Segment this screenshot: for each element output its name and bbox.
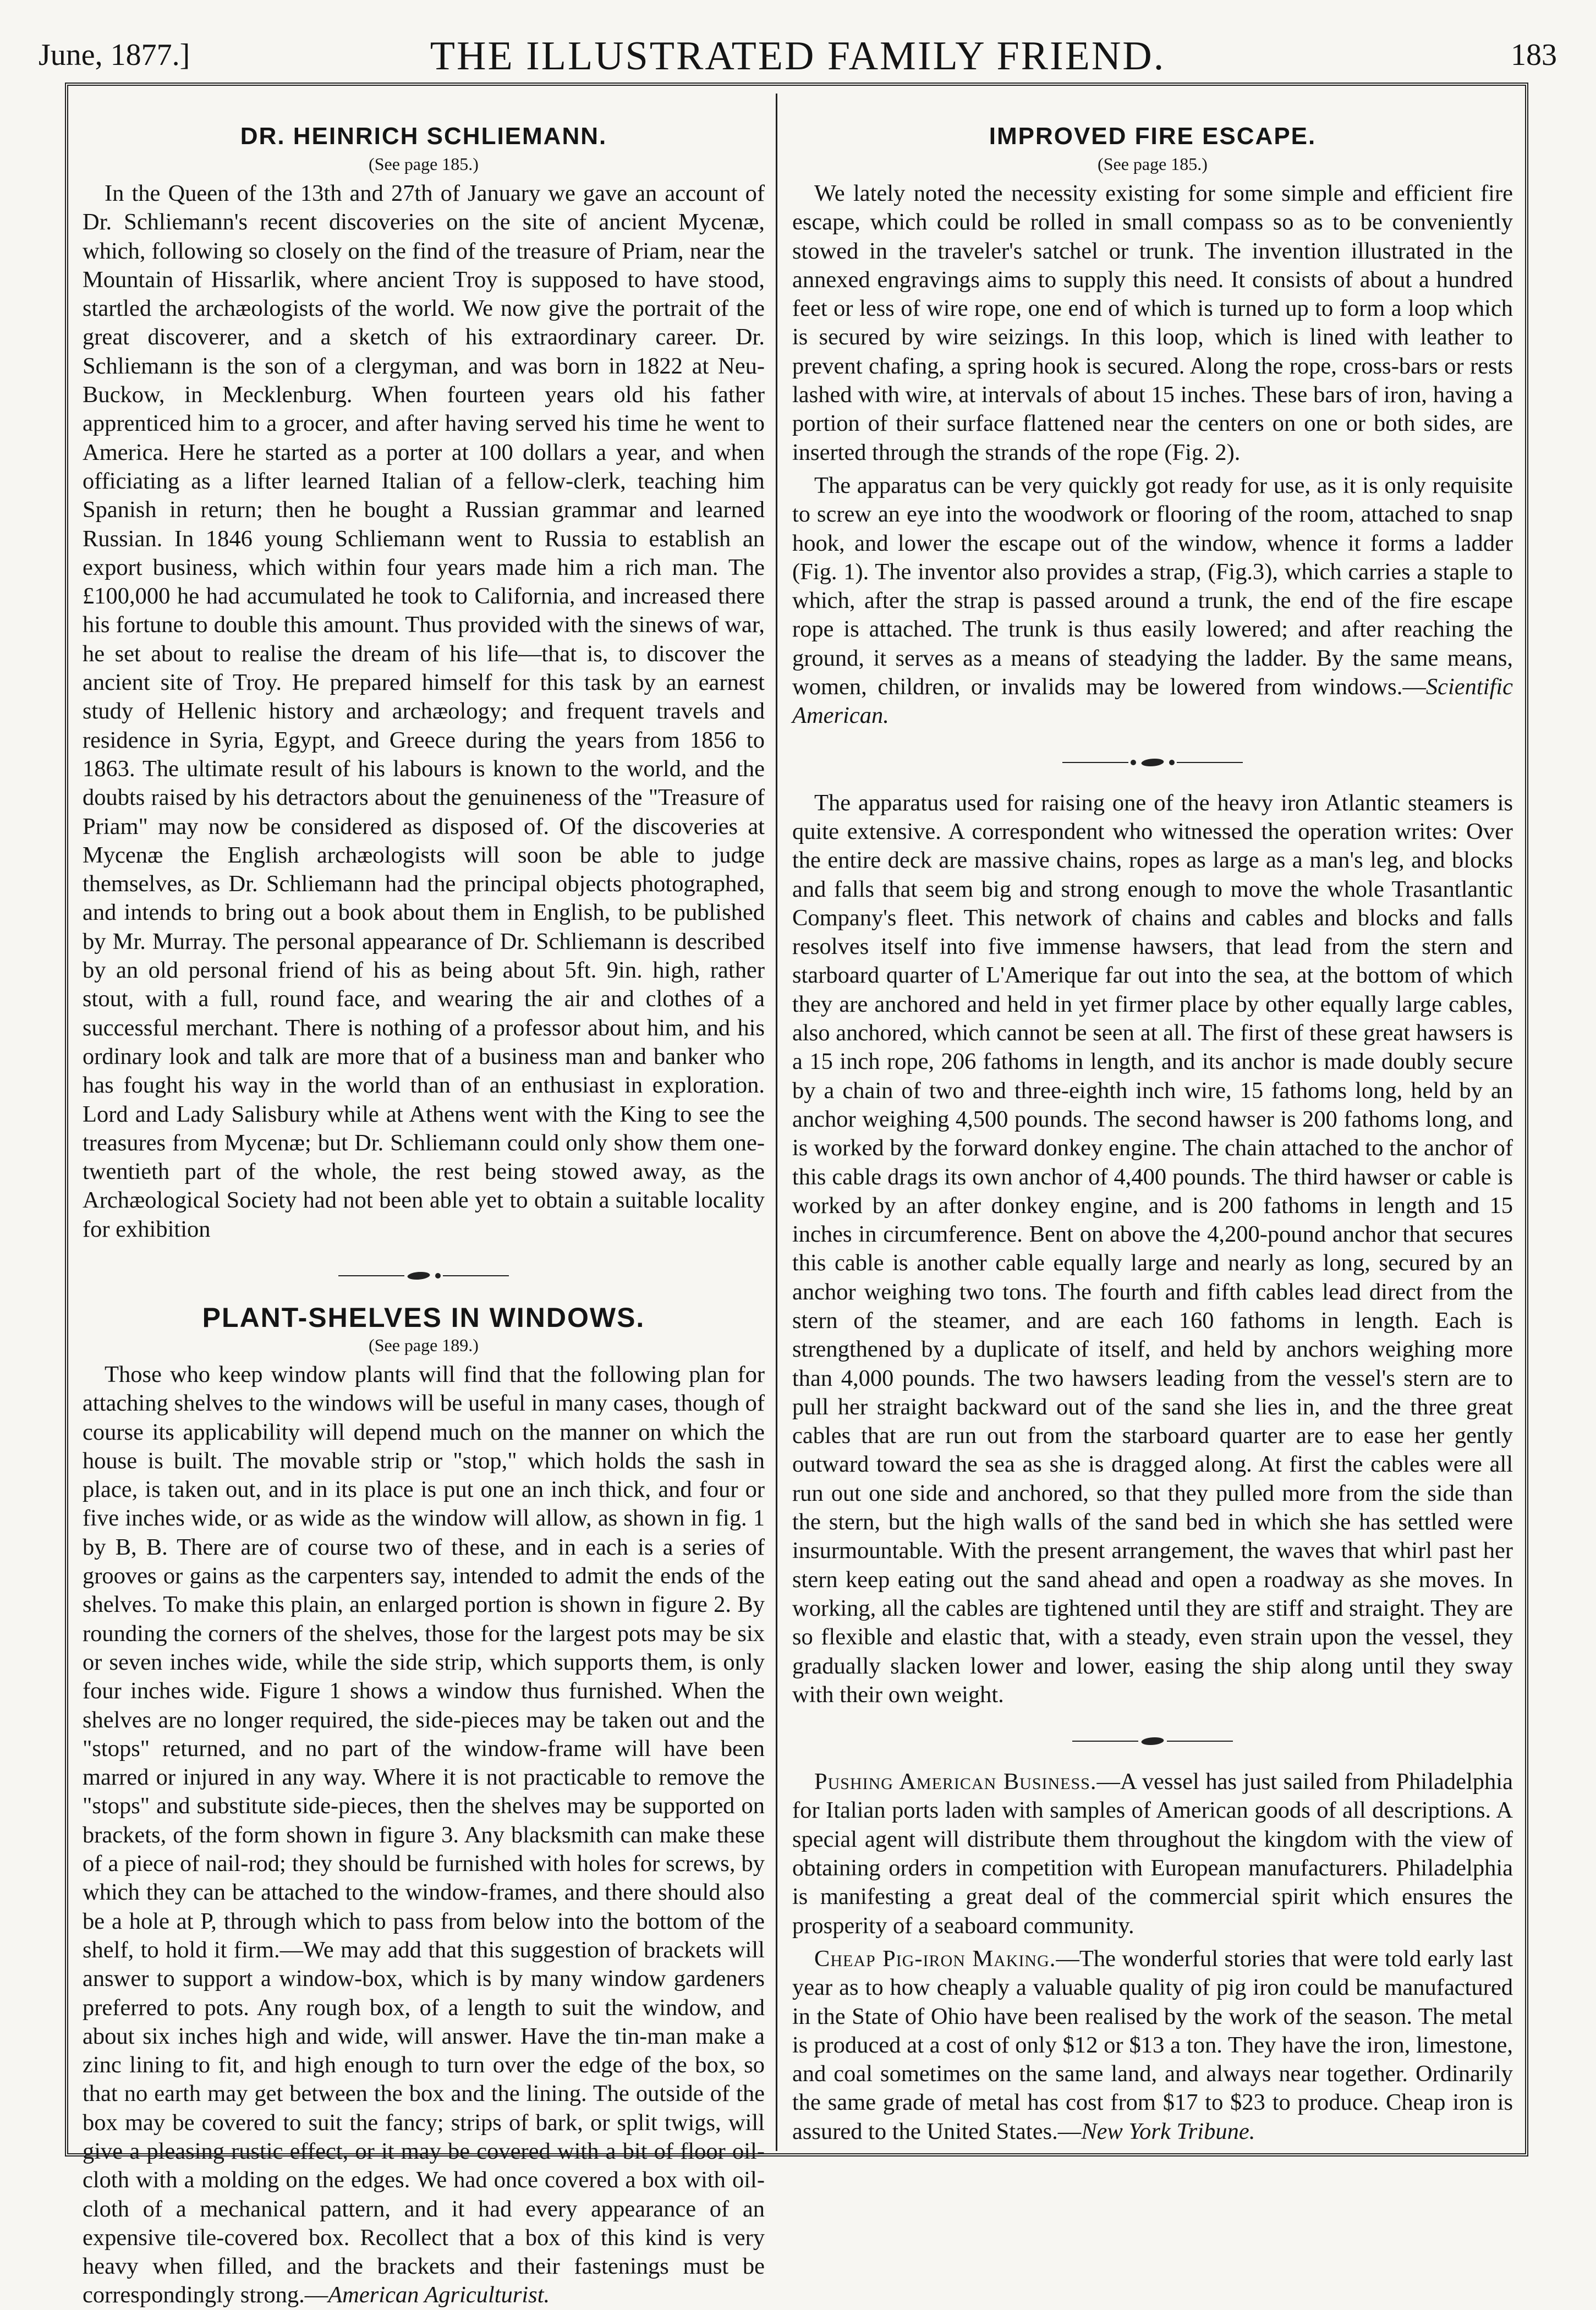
publication-title: THE ILLUSTRATED FAMILY FRIEND. xyxy=(430,34,1166,79)
paragraph-lead: Cheap Pig-iron Making. xyxy=(814,1945,1056,1972)
see-page-note: (See page 185.) xyxy=(369,154,479,174)
see-page-note: (See page 185.) xyxy=(1098,154,1208,174)
right-column xyxy=(792,121,1513,2146)
page-number: 183 xyxy=(1511,38,1557,72)
article-body-fire-escape-2: The apparatus can be very quickly got ready for use, as it is only requisite to screw an eye into the woodwork or flooring of the room, attached to snap hook, and lower the escape out of the window, whence it forms a ladder (Fig. 1). The inventor also provides a strap, (Fig.3), which carries a staple to which, after the strap is passed around a trunk, the end of the fire escape rope is attached. The trunk is thus easily lowered; and after reaching the ground, it serves as a means of steadying the ladder. By the same means, women, children, or invalids may be lowered from windows.—Scientific American. xyxy=(792,472,1513,729)
see-page-note: (See page 189.) xyxy=(369,1335,479,1355)
article-title-schliemann: DR. HEINRICH SCHLIEMANN. xyxy=(240,123,607,150)
article-body-plant-shelves: Those who keep window plants will find that the following plan for attaching shelves to the windows will be useful in many cases, though of course its applicability will depend much on the manner on which the house is built. The movable strip or "stop," which holds the sash in place, is taken out, and in its place is put one an inch thick, and four or five inches wide, or as wide as the window will allow, as shown in fig. 1 by B, B. There are of course two of these, and in each is a series of grooves or gains as the carpenters say, intended to admit the ends of the shelves. To make this plain, an enlarged portion is shown in figure 2. By rounding the corners of the shelves, those for the largest pots may be six or seven inches wide, while the side strip, which supports them, is only four inches wide. Figure 1 shows a window thus furnished. When the shelves are no longer required, the side-pieces may be taken out and the "stops" returned, and no part of the window-frame will have been marred or injured in any way. Where it is not practicable to remove the "stops" and substitute side-pieces, then the shelves may be supported on brackets, of the form shown in figure 3. Any blacksmith can make these of a piece of nail-rod; they should be furnished with holes for screws, by which they can be attached to the window-frames, and there should also be a hole at P, through which to pass from below into the bottom of the shelf, to hold it firm.—We may add that this suggestion of brackets will answer to support a window-box, which is by many window gardeners preferred to pots. Any rough box, of a length to suit the window, and about six inches high and wide, will answer. Have the tin-man make a zinc lining to fit, and high enough to turn over the edge of the box, so that no earth may get between the box and the lining. The outside of the box may be covered to suit the fancy; strips of bark, or split twigs, will give a pleasing rustic effect, or it may be covered with a bit of floor oil-cloth with a molding on the edges. We had once covered a box with oil-cloth of a mechanical pattern, and it had every appearance of an expensive tile-covered box. Recollect that a box of this kind is very heavy when filled, and the brackets and their fastenings must be correspondingly strong.—American Agriculturist. xyxy=(83,1361,765,2308)
article-body-american-business: Pushing American Business.—A vessel has just sailed from Philadelphia for Italian ports laden with samples of American goods of all descriptions. A special agent will distribute them throughout the kingdom with the view of obtaining orders in competition with European manufacturers. Philadelphia is manifesting a great deal of the commercial spirit which ensures the prosperity of a seaboard community. xyxy=(792,1769,1513,1939)
article-body-pig-iron: Cheap Pig-iron Making.—The wonderful stories that were told early last year as to how cheaply a valuable quality of pig iron could be manufactured in the State of Ohio have been realised by the work of the season. The metal is produced at a cost of only $12 or $13 a ton. They have the iron, limestone, and coal sometimes on the same land, and always near together. Ordinarily the same grade of metal has cost from $17 to $23 to produce. Cheap iron is assured to the United States.—New York Tribune. xyxy=(792,1945,1513,2144)
column-rule xyxy=(776,94,777,2151)
article-body-schliemann: In the Queen of the 13th and 27th of January we gave an account of Dr. Schliemann's recent discoveries on the site of ancient Mycenæ, which, following so closely on the find of the treasure of Priam, near the Mountain of Hissarlik, where ancient Troy is supposed to have stood, startled the archæologists of the world. We now give the portrait of the great discoverer, and a sketch of his extraordinary career. Dr. Schliemann is the son of a clergyman, and was born in 1822 at Neu-Buckow, in Mecklenburg. When fourteen years old his father apprenticed him to a grocer, and after having served his time he went to America. Here he started as a porter at 100 dollars a year, and when officiating as a lifter learned Italian of a fellow-clerk, teaching him Spanish in return; then he bought a Russian grammar and learned Russian. In 1846 young Schliemann went to Russia to establish an export business, which within four years made him a rich man. The £100,000 he had accumulated he took to California, and increased there his fortune to double this amount. Thus provided with the sinews of war, he set about to realise the dream of his life—that is, to discover the ancient site of Troy. He prepared himself for this task by an earnest study of Hellenic history and archæology; and frequent travels and residence in Syria, Egypt, and Greece during the years from 1856 to 1863. The ultimate result of his labours is known to the world, and the doubts raised by his detractors about the genuineness of the "Treasure of Priam" may now be considered as disposed of. Of the discoveries at Mycenæ the English archæologists will soon be able to judge themselves, as Dr. Schliemann had the principal objects photographed, and intends to bring out a book about them in English, to be published by Mr. Murray. The personal appearance of Dr. Schliemann is described by an old personal friend of his as being about 5ft. 9in. high, rather stout, with a full, round face, and wearing the air and clothes of a successful merchant. There is nothing of a professor about him, and his ordinary look and talk are more that of a business man and banker who has fought his way in the world than of an enthusiast in exploration. Lord and Lady Salisbury while at Athens went with the King to see the treasures from Mycenæ; but Dr. Schliemann could only show them one-twentieth part of the whole, the rest being stowed away, as the Archæological Society had not been able yet to obtain a suitable locality for exhibition xyxy=(83,180,765,1242)
article-body-fire-escape-1: We lately noted the necessity existing for some simple and efficient fire escape, which could be rolled in small compass so as to be conveniently stowed in the traveler's satchel or trunk. The invention illustrated in the annexed engravings aims to supply this need. It consists of about a hundred feet or less of wire rope, one end of which is turned up to form a loop which is secured by wire seizings. In this loop, which is lined with leather to prevent chafing, a spring hook is secured. Along the rope, cross-bars or rests lashed with wire, at intervals of about 15 inches. These bars of iron, having a portion of their surface flattened near the centers on one or both sides, are inserted through the strands of the rope (Fig. 2). xyxy=(792,180,1513,465)
article-title-fire-escape: IMPROVED FIRE ESCAPE. xyxy=(989,123,1317,150)
ornament-divider xyxy=(792,746,1513,779)
source-citation: Scientific American. xyxy=(792,674,1513,729)
ornament-divider xyxy=(83,1259,765,1292)
article-body-steamer: The apparatus used for raising one of the heavy iron Atlantic steamers is quite extensive. A correspondent who witnessed the operation writes: Over the entire deck are massive chains, ropes as large as a man's leg, and blocks and falls that seem big and strong enough to move the whole Trasantlantic Company's fleet. This network of chains and cables and blocks and falls resolves itself into five immense hawsers, that lead from the stern and starboard quarter of L'Amerique far out into the sea, at the bottom of which they are anchored and held in yet firmer place by other equally large cables, also anchored, which cannot be seen at all. The first of these great hawsers is a 15 inch rope, 206 fathoms in length, and its anchor is made doubly secure by a chain of two and three-eighth inch wire, 15 fathoms long, held by an anchor weighing 4,500 pounds. The second hawser is 200 fathoms long, and is worked by the forward donkey engine. The chain attached to the anchor of this cable drags its own anchor of 4,400 pounds. The third hawser or cable is worked by an after donkey engine, and is 200 fathoms in length and 15 inches in circumference. Bent on above the 4,200-pound anchor that secures this cable is another cable equally large and nearly as long, secured by an anchor weighing two tons. The fourth and fifth cables lead direct from the stern of the steamer, and are each 160 fathoms in length. Each is strengthened by a duplicate of itself, and held by anchors weighing more than 4,000 pounds. The two hawsers leading from the vessel's stern are to pull her straight backward out of the sand she lies in, and the three great cables that are run out from the starboard quarter are to ease her gently outward toward the sea as she is dragged along. At first the cables were all run out one side and anchored, so that they pulled more from the side than the stern, but the high walls of the sand bed in which she has settled were insurmountable. With the present arrangement, the waves that whirl past her stern keep eating out the sand ahead and open a roadway as she moves. In working, all the cables are tightened until they are stiff and straight. They are so flexible and elastic that, with a steady, even strain upon the vessel, they gradually slacken lower and lower, easing the ship along until they sway with their own weight. xyxy=(792,789,1513,1708)
article-title-plant-shelves: PLANT-SHELVES IN WINDOWS. xyxy=(202,1302,645,1333)
issue-date: June, 1877.] xyxy=(39,38,190,72)
left-column xyxy=(83,121,765,2310)
ornament-divider xyxy=(792,1725,1513,1758)
source-citation: American Agriculturist. xyxy=(328,2282,550,2308)
paragraph-lead: Pushing American Business. xyxy=(814,1769,1097,1795)
source-citation: New York Tribune. xyxy=(1081,2118,1255,2144)
running-head xyxy=(39,22,1557,83)
